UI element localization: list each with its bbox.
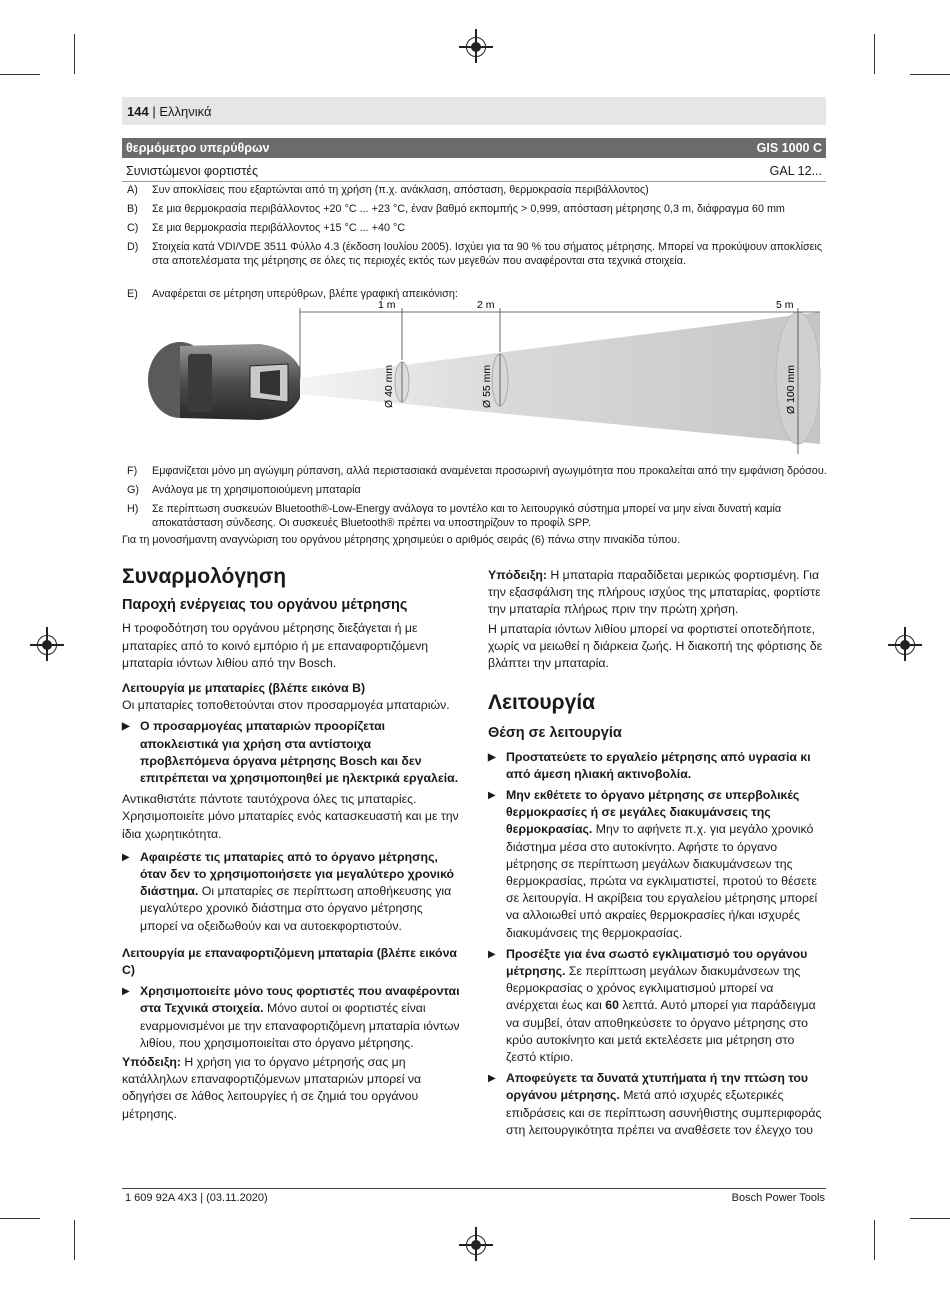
footnote-key: E) xyxy=(127,288,138,300)
crop-mark xyxy=(874,34,875,74)
paragraph: Η τροφοδότηση του οργάνου μέτρησης διεξάγεται ή με μπαταρίες από το κοινό εμπόριο ή με επαναφορτιζόμενη μπαταρία ιόντων λιθίου από την Bosch. xyxy=(122,621,429,670)
footnote-key: D) xyxy=(127,241,139,253)
bullet-number: 60 xyxy=(605,998,619,1013)
footnote-text: Αναφέρεται σε μέτρηση υπερύθρων, βλέπε γραφική απεικόνιση: xyxy=(152,288,458,300)
note-text: Η χρήση για το όργανο μέτρησής σας μη κατάλληλων επαναφορτιζόμενων μπαταριών μπορεί να οδηγήσει σε λάθος λειτουργίες ή σε ζημιά του οργάνου μέτρησης. xyxy=(122,1055,422,1121)
crop-mark xyxy=(910,1218,950,1219)
footnote-text: Σε μια θερμοκρασία περιβάλλοντος +20 °C ... +23 °C, έναν βαθμό εκπομπής > 0,999, απόσταση μέτρησης 0,3 m, διάφραγμα 60 mm xyxy=(152,203,785,215)
warning-bullet: ▶ Ο προσαρμογέας μπαταριών προορίζεται αποκλειστικά για χρήση στα αντίστοιχα προβλεπόμενα όργανα μέτρησης Bosch και δεν επιτρέπεται να χρησιμοποιηθεί με ηλεκτρικά εργαλεία. xyxy=(122,718,462,787)
footnote-key: G) xyxy=(127,484,139,496)
warning-bullet xyxy=(122,849,462,935)
note-text: Η μπαταρία παραδίδεται μερικώς φορτισμένη. Για την εξασφάλιση της πλήρους ισχύος της μπαταρίας, φορτίστε την μπαταρία πλήρως πριν την πρώτη χρήση. xyxy=(488,568,821,617)
footnote-key: F) xyxy=(127,465,138,477)
spot-size-label-2m: Ø 55 mm xyxy=(481,364,493,408)
bullet-bold: Μην εκθέτετε το όργανο μέτρησης σε υπερβολικές θερμοκρασίες ή σε μεγάλες διακυμάνσεις της θερμοκρασίας. xyxy=(506,788,800,837)
registration-line xyxy=(46,627,48,661)
footnote-key: H) xyxy=(127,503,139,515)
footnote-text: Στοιχεία κατά VDI/VDE 3511 Φύλλο 4.3 (έκδοση Ιουλίου 2005). Ισχύει για τα 90 % του σήματος μέτρησης. Μπορεί να προκύψουν αποκλίσεις στα αποτελέσματα της μέτρησης σε όλες τις περιοχές εκτός των μεγεθών που αναφέρονται στα τεχνικά στοιχεία. xyxy=(152,241,823,267)
distance-label-5m: 5 m xyxy=(776,299,794,311)
right-column xyxy=(488,567,826,1139)
crop-mark xyxy=(74,34,75,74)
note-label: Υπόδειξη: xyxy=(122,1055,181,1070)
paragraph: Η μπαταρία ιόντων λιθίου μπορεί να φορτιστεί οποτεδήποτε, χωρίς να μειωθεί η διάρκεια ζωής. Η διακοπή της φόρτισης δε βλάπτει την μπαταρία. xyxy=(488,621,823,671)
spec-value: GIS 1000 C xyxy=(756,141,822,155)
footnote-text: Σε μια θερμοκρασία περιβάλλοντος +15 °C ... +40 °C xyxy=(152,222,406,234)
footnote-key: B) xyxy=(127,203,138,215)
footer-brand: Bosch Power Tools xyxy=(731,1192,825,1204)
note-paragraph xyxy=(488,567,826,619)
registration-line xyxy=(475,29,477,63)
subheading: Λειτουργία με μπαταρίες (βλέπε εικόνα B) xyxy=(122,681,366,696)
distance-label-2m: 2 m xyxy=(477,299,495,311)
warning-bullet xyxy=(488,946,826,1066)
left-column xyxy=(122,565,462,1123)
paragraph: Αντικαθιστάτε πάντοτε ταυτόχρονα όλες τις μπαταρίες. Χρησιμοποιείτε μόνο μπαταρίες ενός κατασκευαστή και με την ίδια χωρητικότητα. xyxy=(122,792,459,841)
note-label: Υπόδειξη: xyxy=(488,568,547,582)
device-display xyxy=(188,354,212,412)
footnote-text: Εμφανίζεται μόνο μη αγώγιμη ρύπανση, αλλά περιστασιακά αναμένεται προσωρινή αγωγιμότητα που προκαλείται από την εμφάνιση δρόσου. xyxy=(152,465,827,477)
note-paragraph xyxy=(122,1054,462,1123)
ir-beam xyxy=(300,312,820,444)
crop-mark xyxy=(910,74,950,75)
spec-value: GAL 12... xyxy=(769,164,822,178)
bullet-bold: Αποφεύγετε τα δυνατά χτυπήματα ή την πτώση του οργάνου μέτρησης. xyxy=(506,1071,809,1103)
footnote-key: C) xyxy=(127,222,139,234)
bullet-text: Σε περίπτωση μεγάλων διακυμάνσεων της θερμοκρασίας ο χρόνος εγκλιματισμού μπορεί να ανέρχεται έως και xyxy=(506,964,801,1013)
crop-mark xyxy=(74,1220,75,1260)
spot-size-label-1m: Ø 40 mm xyxy=(383,364,395,408)
warning-bullet xyxy=(488,1070,826,1139)
bullet-text: λεπτά. Αυτό μπορεί για παράδειγμα να συμβεί, όταν αποθηκεύσετε το όργανο μέτρησης στο κρύο αυτοκίνητο και μετά εκτελέσετε μια μέτρηση στο ζεστό κτίριο. xyxy=(506,998,816,1065)
bullet-bold: Προσέξτε για ένα σωστό εγκλιματισμό του οργάνου μέτρησης. xyxy=(506,946,808,979)
bullet-bold: Αφαιρέστε τις μπαταρίες από το όργανο μέτρησης, όταν δεν το χρησιμοποιήσετε για μεγαλύτερο χρονικό διάστημα. xyxy=(140,849,455,899)
page-language: Ελληνικά xyxy=(159,104,212,119)
crop-mark xyxy=(874,1220,875,1260)
footnote-key: A) xyxy=(127,184,138,196)
subheading: Λειτουργία με επαναφορτιζόμενη μπαταρία (βλέπε εικόνα C) xyxy=(122,945,457,978)
spec-table-header-row xyxy=(122,138,826,158)
serial-number-note: Για τη μονοσήμαντη αναγνώριση του οργάνου μέτρησης χρησιμεύει ο αριθμός σειράς (6) πάνω στην πινακίδα τύπου. xyxy=(122,534,681,546)
spot-size-label-5m: Ø 100 mm xyxy=(785,364,797,414)
bullet-bold: Χρησιμοποιείτε μόνο τους φορτιστές που αναφέρονται στα Τεχνικά στοιχεία. xyxy=(140,984,460,1016)
footer-doc-id: 1 609 92A 4X3 | (03.11.2020) xyxy=(125,1192,268,1204)
section-heading: Συναρμολόγηση xyxy=(122,565,287,588)
subsection-heading: Θέση σε λειτουργία xyxy=(488,725,622,742)
spec-label: θερμόμετρο υπερύθρων xyxy=(126,141,270,155)
page-number: 144 xyxy=(127,104,149,119)
registration-line xyxy=(904,627,906,661)
registration-line xyxy=(475,1227,477,1261)
paragraph: Οι μπαταρίες τοποθετούνται στον προσαρμογέα μπαταριών. xyxy=(122,698,450,713)
crop-mark xyxy=(0,74,40,75)
bullet-text: Μετά από ισχυρές εξωτερικές επιδράσεις και σε περίπτωση ασυνήθιστης συμπεριφοράς στη λειτουργικότητα πρέπει να αναθέσετε τον έλεγχο του xyxy=(506,1088,822,1137)
footnote-text: Σε περίπτωση συσκευών Bluetooth®-Low-Energy ανάλογα το μοντέλο και το λειτουργικό σύστημα μπορεί να μην είναι δυνατή καμία αποκατάσταση σύνδεσης. Οι συσκευές Bluetooth® πρέπει να υποστηρίζουν το προφίλ SPP. xyxy=(152,503,782,529)
warning-bullet: ▶ Προστατεύετε το εργαλείο μέτρησης από υγρασία κι από άμεση ηλιακή ακτινοβολία. xyxy=(488,749,826,783)
bullet-text: Μόνο αυτοί οι φορτιστές είναι εναρμονισμένοι με την επαναφορτιζόμενη μπαταρία ιόντων λιθίου, που χρησιμοποιείται στο όργανο μέτρησης. xyxy=(140,1001,460,1050)
measuring-spot-diagram xyxy=(140,298,830,460)
footer-rule xyxy=(122,1188,826,1189)
spec-table-row xyxy=(122,161,826,182)
distance-label-1m: 1 m xyxy=(378,299,396,311)
warning-bullet xyxy=(122,983,462,1052)
crop-mark xyxy=(0,1218,40,1219)
page-header: 144 | Ελληνικά xyxy=(127,104,212,119)
subsection-heading: Παροχή ενέργειας του οργάνου μέτρησης xyxy=(122,597,408,614)
footnote-text: Συν αποκλίσεις που εξαρτώνται από τη χρήση (π.χ. ανάκλαση, απόσταση, θερμοκρασία περιβάλλοντος) xyxy=(152,184,649,196)
bullet-text: Οι μπαταρίες σε περίπτωση αποθήκευσης για μεγαλύτερο χρονικό διάστημα στο όργανο μέτρησης μπορεί να οξειδωθούν και να αυτοεκφορτιστούν. xyxy=(140,884,452,933)
warning-bullet xyxy=(488,787,826,942)
device-lens xyxy=(260,370,280,396)
bullet-text: Μην το αφήνετε π.χ. για μεγάλο χρονικό διάστημα μέσα στο αυτοκίνητο. Αφήστε το όργανο μέτρησης σε περίπτωση μεγάλων διακυμάνσεων της θερμοκρασίας, πρώτα να εγκλιματιστεί, προτού το θέσετε σε λειτουργία. Η ακρίβεια του εργαλείου μέτρησης μπορεί να αλλοιωθεί υπό ακραίες θερμοκρασίες ή/και ισχυρές διακυμάνσεις της θερμοκρασίας. xyxy=(506,822,818,940)
spec-label: Συνιστώμενοι φορτιστές xyxy=(126,164,259,178)
page-header-bar xyxy=(122,97,826,125)
footnote-text: Ανάλογα με τη χρησιμοποιούμενη μπαταρία xyxy=(152,484,361,496)
section-heading: Λειτουργία xyxy=(488,691,596,715)
